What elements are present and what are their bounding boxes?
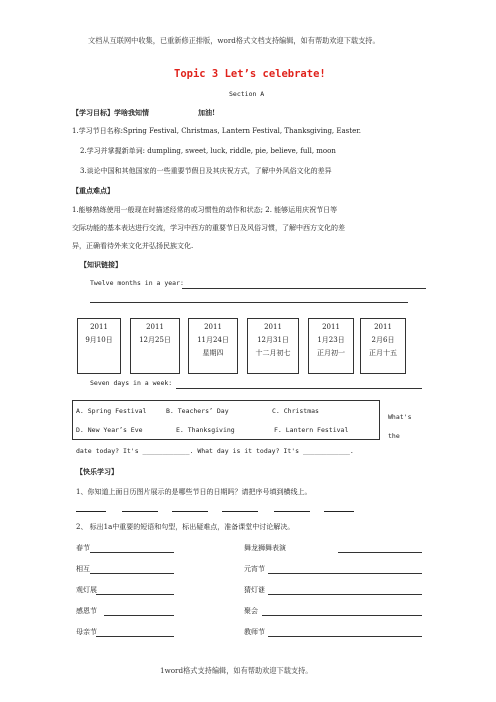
vocab-left: 相互 [76,565,90,573]
option-d: D. New Year’s Eve [76,426,143,434]
objective-item: 3.谈论中国和其他国家的一些重要节假日及其庆祝方式，了解中外风俗文化的差异 [80,167,332,175]
option-b: B. Teachers’ Day [166,407,229,415]
vocab-right: 猜灯谜 [244,586,265,594]
key-points-line: 1.能够熟练使用一般现在时描述经常的或习惯性的动作和状态; 2. 能够运用庆祝节日等 [72,206,338,214]
page-title: Topic 3 Let’s celebrate! [174,68,326,80]
vocab-right: 舞龙狮舞表演 [244,544,286,552]
calendar-lunar: 正月初一 [317,349,345,357]
happy-heading: 【快乐学习】 [76,467,118,476]
vocab-left: 母亲节 [76,628,97,636]
months-prompt: Twelve months in a year: [90,279,184,287]
answer-blank[interactable] [76,511,106,512]
section-label: Section A [229,90,265,98]
calendar-date: 12月31日 [257,336,289,344]
option-e: E. Thanksgiving [176,426,235,434]
option-f: F. Lantern Festival [274,426,349,434]
question-1: 1、你知道上面日历图片展示的是哪些节日的日期吗？请把序号填到横线上。 [76,488,312,496]
objectives-cheer: 加油! [198,108,216,117]
calendar-date: 2月6日 [371,336,395,344]
calendar-lunar: 十二月初七 [255,349,291,357]
calendar-date: 9月10日 [85,336,113,344]
answer-blank[interactable] [274,511,310,512]
answer-blank[interactable] [324,511,354,512]
calendar-date: 1月23日 [317,336,345,344]
calendar-year: 2011 [374,323,392,331]
knowledge-heading: 【知识链接】 [80,260,122,269]
vocab-right: 聚会 [244,607,258,615]
calendar-box [308,318,354,374]
header-note: 文档从互联网中收集，已重新修正排版，word格式文档支持编辑，如有帮助欢迎下载支持。 [88,36,380,45]
date-question: date today? It's ____________. What day is it today? It's ____________. [76,447,354,455]
vocab-blank[interactable] [268,594,422,595]
vocab-blank[interactable] [268,636,422,637]
objective-item: 2.学习并掌握新单词: dumpling, sweet, luck, riddle, pie, believe, full, moon [80,147,336,155]
calendar-weekday: 星期四 [202,349,224,357]
days-answer-line [176,388,422,389]
calendar-box [360,318,406,374]
calendar-box [130,318,180,374]
vocab-blank[interactable] [96,636,174,637]
option-c: C. Christmas [272,407,319,415]
key-points-line: 异，正确看待外来文化并弘扬民族文化. [72,242,194,250]
vocab-left: 春节 [76,544,90,552]
calendar-year: 2011 [264,323,282,331]
calendar-date: 12月25日 [139,336,171,344]
days-prompt: Seven days in a week: [90,379,173,387]
option-a: A. Spring Festival [76,407,147,415]
calendar-box [188,318,238,374]
vocab-blank[interactable] [338,552,422,553]
vocab-left: 观灯展 [76,586,97,594]
vocab-left: 感恩节 [76,607,97,615]
months-answer-line [90,302,408,303]
key-points-heading: 【重点难点】 [72,186,114,195]
key-points-line: 交际功能的基本表达进行交流，学习中西方的重要节日及风俗习惯，了解中西方文化的差 [72,224,345,232]
vocab-blank[interactable] [104,615,174,616]
calendar-box [247,318,299,374]
calendar-year: 2011 [146,323,164,331]
vocab-right: 教师节 [244,628,265,636]
calendar-date: 11月24日 [197,336,229,344]
vocab-blank[interactable] [90,552,174,553]
vocab-right: 元宵节 [244,565,265,573]
vocab-blank[interactable] [96,594,174,595]
calendar-lunar: 正月十五 [369,349,397,357]
festival-options-box [72,400,380,440]
calendar-year: 2011 [322,323,340,331]
objective-item: 1.学习节日名称:Spring Festival, Christmas, Lantern Festival, Thanksgiving, Easter. [72,127,362,135]
vocab-blank[interactable] [268,573,422,574]
side-text: What's [388,413,412,421]
vocab-blank[interactable] [262,615,422,616]
vocab-blank[interactable] [90,573,174,574]
calendar-year: 2011 [90,323,108,331]
question-2: 2、 标出1a中重要的短语和句型，标出疑难点，准备课堂中讨论解决。 [76,523,295,531]
answer-blank[interactable] [222,511,258,512]
months-answer-line [182,288,426,289]
objectives-heading: 【学习目标】学啥我知情 [72,108,149,117]
footer-note: 1word格式支持编辑，如有帮助欢迎下载支持。 [160,666,313,675]
answer-blank[interactable] [122,511,158,512]
calendar-year: 2011 [204,323,222,331]
side-text: the [388,432,400,440]
answer-blank[interactable] [172,511,208,512]
calendar-box [77,318,121,374]
